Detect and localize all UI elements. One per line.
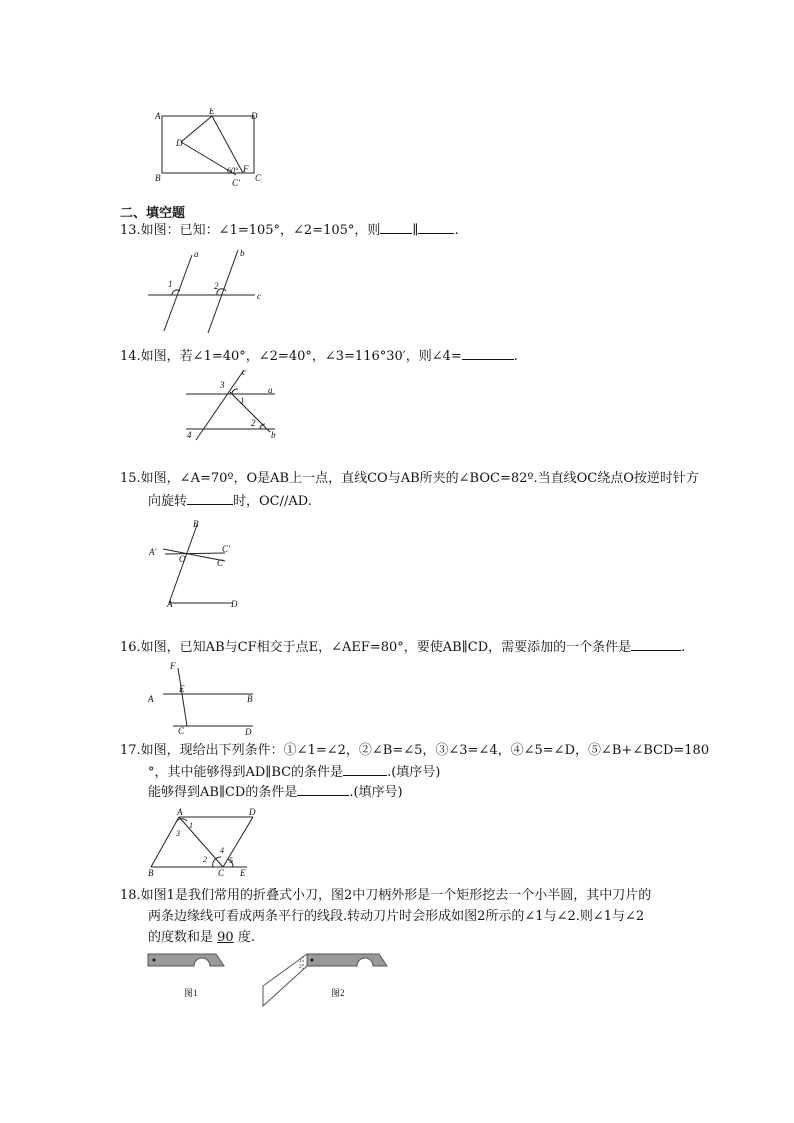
q15-label-D: D xyxy=(231,599,238,609)
q13-label-b: b xyxy=(240,248,245,258)
q13-label-c: c xyxy=(257,291,261,301)
q14-label-4: 4 xyxy=(187,430,192,440)
q13-blank-2[interactable] xyxy=(418,219,454,234)
q13-label-1: 1 xyxy=(168,279,173,289)
q18-stem: 的度数和是 xyxy=(148,930,214,945)
q15-label-B: B xyxy=(193,519,199,529)
q16-label-D: D xyxy=(245,727,252,736)
q18-line-1: 18.如图1是我们常用的折叠式小刀，图2中刀柄外形是一个矩形挖去一个小半圆，其中刀片的 xyxy=(120,888,652,903)
q15-blank[interactable] xyxy=(187,490,233,505)
q17-stem-5: .(填序号) xyxy=(349,785,403,800)
q13-text xyxy=(120,219,459,242)
q17-blank-2[interactable] xyxy=(297,781,349,796)
q15-stem-3: 时，OC//AD. xyxy=(233,494,312,509)
q17-label-E: E xyxy=(240,868,246,878)
q18-line-2: 两条边缘线可看成两条平行的线段.转动刀片时会形成如图2所示的∠1与∠2.则∠1与∠2 xyxy=(148,909,645,924)
q13-blank-1[interactable] xyxy=(380,219,412,234)
q14-period: . xyxy=(513,349,518,364)
q17-label-B: B xyxy=(148,868,154,878)
label-A: A xyxy=(155,111,161,121)
q15-label-O: O xyxy=(179,554,186,564)
q13-figure xyxy=(140,245,270,335)
q16-label-C: C xyxy=(178,726,185,736)
q15-stem-2: 向旋转 xyxy=(148,494,188,509)
label-C-prime: C′ xyxy=(232,178,240,188)
q17-blank-1[interactable] xyxy=(343,761,387,776)
fold-rectangle-figure xyxy=(150,108,270,190)
q14-label-b: b xyxy=(271,430,276,440)
section-title: 二、填空题 xyxy=(120,206,186,221)
q17-line-1: 17.如图，现给出下列条件：①∠1=∠2，②∠B=∠5，③∠3=∠4，④∠5=∠D，⑤∠B+∠BCD=180 xyxy=(120,743,710,758)
q16-stem: 16.如图，已知AB与CF相交于点E，∠AEF=80°，要使AB∥CD，需要添加的一个条件是 xyxy=(120,640,632,655)
q18-figure-2 xyxy=(255,950,395,1008)
q17-stem-4: 能够得到AB∥CD的条件是 xyxy=(148,785,298,800)
label-angle-60: 60° xyxy=(227,166,239,175)
q14-label-1: 1 xyxy=(240,396,245,406)
q16-text xyxy=(120,636,685,659)
q17-label-D: D xyxy=(249,807,256,817)
q18-fig2-label-2: 2 xyxy=(299,965,302,970)
q18-fig1-caption: 图1 xyxy=(184,988,198,998)
q18-stem-end: 度. xyxy=(237,930,255,945)
q15-label-A: A xyxy=(167,599,173,609)
q17-label-C: C xyxy=(218,868,225,878)
label-C: C xyxy=(255,173,262,183)
q16-label-F: F xyxy=(170,661,176,671)
q15-figure xyxy=(145,515,255,610)
q13-label-2: 2 xyxy=(214,281,219,291)
q13-stem: 13.如图：已知：∠1=105°，∠2=105°，则 xyxy=(120,223,381,238)
q17-stem-2: °，其中能够得到AD∥BC的条件是 xyxy=(148,765,344,780)
q14-text xyxy=(120,345,518,368)
q16-period: . xyxy=(681,640,686,655)
label-F: F xyxy=(243,164,249,174)
q15-line-2 xyxy=(148,490,312,513)
label-B: B xyxy=(155,173,161,183)
q17-label-3: 3 xyxy=(176,829,180,838)
q13-parallel-sign: ∥ xyxy=(412,223,419,238)
q17-label-5: 5 xyxy=(229,856,233,865)
q14-label-2: 2 xyxy=(251,418,256,428)
q14-label-c: c xyxy=(242,367,246,377)
q13-label-a: a xyxy=(194,249,199,259)
q17-label-4: 4 xyxy=(220,846,224,855)
q18-fig2-caption: 图2 xyxy=(331,988,345,998)
q18-fig2-label-1: 1 xyxy=(299,959,302,964)
q14-blank[interactable] xyxy=(462,345,514,360)
q17-figure xyxy=(143,805,263,879)
q15-line-1: 15.如图，∠A=70º，O是AB上一点，直线CO与AB所夹的∠BOC=82º.当直线OC绕点O按逆时针方 xyxy=(120,471,699,486)
q16-figure xyxy=(145,658,265,736)
q14-figure xyxy=(180,366,290,442)
q17-label-1: 1 xyxy=(189,821,193,830)
q18-answer: 90 xyxy=(217,930,234,945)
q16-label-A: A xyxy=(148,694,154,704)
q17-label-A: A xyxy=(177,807,183,817)
q15-label-C-prime: C′ xyxy=(222,544,230,554)
q15-label-C: C xyxy=(217,558,224,568)
label-D: D xyxy=(251,111,258,121)
q15-label-A-prime: A′ xyxy=(149,547,157,557)
q17-line-3 xyxy=(148,781,403,804)
q16-label-B: B xyxy=(247,694,253,704)
q17-label-2: 2 xyxy=(203,855,207,864)
q14-label-3: 3 xyxy=(220,380,225,390)
q17-stem-3: .(填序号) xyxy=(387,765,441,780)
q14-stem: 14.如图，若∠1=40°，∠2=40°，∠3=116°30′，则∠4= xyxy=(120,349,462,364)
q16-label-E: E xyxy=(179,684,185,694)
q18-figure-1 xyxy=(144,952,234,1004)
q16-blank[interactable] xyxy=(631,636,681,651)
q14-label-a: a xyxy=(268,385,273,395)
q18-line-3 xyxy=(148,927,255,949)
q13-period: . xyxy=(454,223,459,238)
label-D-folded: D xyxy=(176,138,183,148)
label-E: E xyxy=(209,108,215,116)
